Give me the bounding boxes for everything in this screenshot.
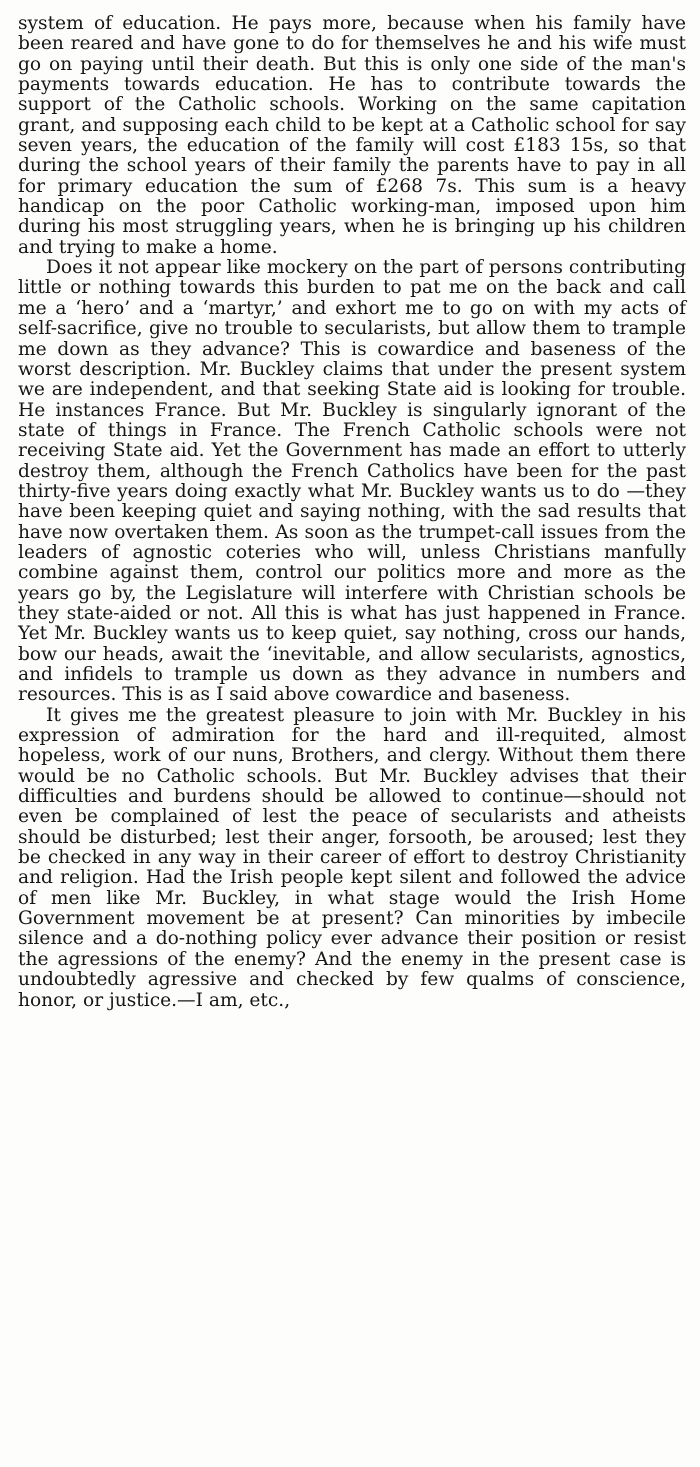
paragraph-admiration-closing: It gives me the greatest pleasure to join with Mr. Buckley in his expression of admiration for the hard and ill-requited, almost hopeless, work of our nuns, Brothers, and clergy. Without them there would be no Catholic schools. But Mr. Buckley advises that their difficulties and burdens should be allowed to continue—should not even be complained of lest the peace of secularists and atheists should be disturbed; lest their anger, forsooth, be aroused; lest they be checked in any way in their career of effort to destroy Christianity and religion. Had the Irish people kept silent and followed the advice of men like Mr. Buckley, in what stage would the Irish Home Government movement be at present? Can minorities by imbecile silence and a do-nothing policy ever advance their position or resist the agressions of the enemy? And the enemy in the present case is undoubtedly agressive and checked by few qualms of conscience, honor, or justice.—I am, etc.,: [18, 704, 686, 1011]
paragraph-mockery-cowardice: Does it not appear like mockery on the part of persons contributing little or nothing towards this burden to pat me on the back and call me a ‘hero’ and a ‘martyr,’ and exhort me to go on with my acts of self-sacrifice, give no trouble to secularists, but allow them to trample me down as they advance? This is cowardice and baseness of the worst description. Mr. Buckley claims that under the present system we are independent, and that seeking State aid is looking for trouble. He instances France. But Mr. Buckley is singularly ignorant of the state of things in France. The French Catholic schools were not receiving State aid. Yet the Government has made an effort to utterly destroy them, although the French Catholics have been for the past thirty-five years doing exactly what Mr. Buckley wants us to do —they have been keeping quiet and saying nothing, with the sad results that have now overtaken them. As soon as the trumpet-call issues from the leaders of agnostic coteries who will, unless Christians manfully combine against them, control our politics more and more as the years go by, the Legislature will interfere with Christian schools be they state-aided or not. All this is what has just happened in France. Yet Mr. Buckley wants us to keep quiet, say nothing, cross our hands, bow our heads, await the ‘inevitable, and allow secularists, agnostics, and infidels to trample us down as they advance in numbers and resources. This is as I said above cowardice and baseness.: [18, 257, 686, 706]
letter-article: [18, 14, 686, 1011]
paragraph-education-costs: system of education. He pays more, because when his family have been reared and have gone to do for themselves he and his wife must go on paying until their death. But this is only one side of the man's payments towards education. He has to contribute towards the support of the Catholic schools. Working on the same capitation grant, and supposing each child to be kept at a Catholic school for say seven years, the education of the family will cost £183 15s, so that during the school years of their family the parents have to pay in all for primary education the sum of £268 7s. This sum is a heavy handicap on the poor Catholic working-man, imposed upon him during his most struggling years, when he is bringing up his children and trying to make a home.: [18, 13, 686, 258]
